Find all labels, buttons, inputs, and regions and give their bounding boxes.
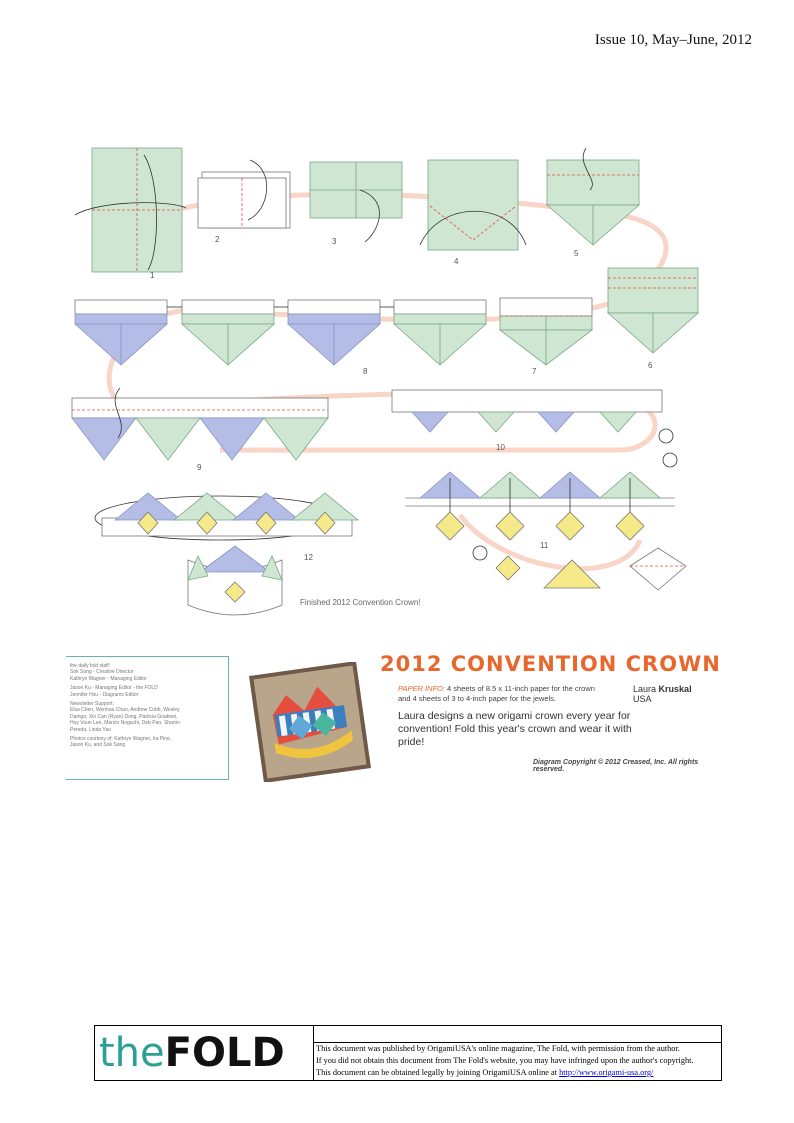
- step-label-10: 10: [496, 443, 505, 452]
- staff-credits: [66, 656, 229, 780]
- crown-photo: [246, 662, 374, 782]
- step-label-4: 4: [454, 257, 459, 266]
- folding-diagram: [60, 120, 730, 640]
- step-2: [198, 160, 290, 228]
- step-12: [95, 493, 358, 540]
- paper-info: [398, 684, 648, 704]
- staff-line: Elsa Chen, Wenhau Chao, Andrew Cobb, Wesley: [70, 707, 180, 714]
- step-label-2: 2: [215, 235, 220, 244]
- staff-line: Jason Ku - Managing Editor - the FOLD: [70, 685, 158, 692]
- step-7: [500, 298, 592, 365]
- staff-line: Jennifer Hsu - Diagrams Editor: [70, 691, 139, 698]
- notice-line-3-text: This document can be obtained legally by joining OrigamiUSA online at: [316, 1068, 560, 1077]
- step-label-11: 11: [540, 541, 549, 550]
- step-8: [75, 300, 486, 365]
- staff-block-3: [70, 701, 224, 733]
- author-credit: [633, 684, 692, 704]
- step-label-3: 3: [332, 237, 337, 246]
- staff-line: Kathryn Wagner - Managing Editor: [70, 675, 147, 682]
- model-info-band: [66, 652, 730, 784]
- author-first-name: Laura: [633, 684, 657, 694]
- step-label-7: 7: [532, 367, 537, 376]
- step-10: [392, 390, 677, 467]
- step-label-6: 6: [648, 361, 653, 370]
- staff-line: Newsletter Support:: [70, 701, 114, 708]
- notice-line-3: [314, 1067, 721, 1079]
- paper-info-label: PAPER INFO:: [398, 684, 445, 693]
- staff-line: Photos courtesy of: Kathryn Wagner, Ira Pine,: [70, 736, 172, 743]
- author-country: USA: [633, 694, 652, 704]
- step-6: [608, 268, 698, 353]
- the-fold-logo: [95, 1026, 314, 1080]
- diagram-copyright: Diagram Copyright © 2012 Creased, Inc. All rights reserved.: [533, 759, 699, 773]
- step-label-9: 9: [197, 463, 202, 472]
- staff-line: the daily fold staff:: [70, 663, 111, 669]
- staff-block-4: [70, 736, 224, 749]
- staff-line: Sok Song - Creative Director: [70, 669, 134, 676]
- finished-crown: [188, 546, 282, 615]
- model-title: 2012 CONVENTION CROWN: [380, 652, 721, 676]
- staff-line: Pereda, Linda Yau: [70, 726, 111, 733]
- step-1: [75, 148, 186, 272]
- logo-the: the: [99, 1030, 165, 1076]
- staff-line: Huy Voun Lee, Marcio Noguchi, Deb Pan, Sharon: [70, 720, 181, 727]
- fold-footer: [94, 1025, 722, 1081]
- staff-block-2: [70, 685, 224, 698]
- step-3: [310, 162, 402, 242]
- step-11: [405, 472, 686, 590]
- logo-fold: FOLD: [164, 1030, 285, 1076]
- step-label-8: 8: [363, 367, 368, 376]
- step-9: [72, 388, 328, 460]
- finished-caption: Finished 2012 Convention Crown!: [300, 598, 421, 607]
- origami-usa-link[interactable]: http://www.origami-usa.org/: [559, 1068, 654, 1077]
- staff-block-1: [70, 663, 224, 682]
- step-4: [420, 160, 526, 250]
- issue-header: Issue 10, May–June, 2012: [594, 32, 752, 48]
- step-label-5: 5: [574, 249, 579, 258]
- model-intro: Laura designs a new origami crown every year for convention! Fold this year's crown and wear it with pride!: [398, 710, 632, 748]
- step-5: [547, 148, 639, 245]
- step-label-12: 12: [304, 553, 313, 562]
- copyright-notice: [314, 1026, 721, 1080]
- notice-line-2: If you did not obtain this document from The Fold's website, you may have infringed upon the author's copyright.: [316, 1056, 694, 1065]
- notice-divider: [314, 1026, 721, 1043]
- author-last-name: Kruskal: [658, 684, 692, 694]
- staff-line: Jason Ku, and Sok Song: [70, 742, 126, 749]
- paper-info-line-1: 4 sheets of 8.5 x 11-inch paper for the crown: [447, 684, 595, 693]
- notice-line-1: This document was published by OrigamiUSA's online magazine, The Fold, with permission from the author.: [316, 1044, 680, 1053]
- paper-info-line-2: and 4 sheets of 3 to 4-inch paper for the jewels.: [398, 694, 557, 703]
- step-label-1: 1: [150, 271, 155, 280]
- staff-line: Damgo, Xin Can (Ryan) Dong, Patricia Gradinei,: [70, 713, 178, 720]
